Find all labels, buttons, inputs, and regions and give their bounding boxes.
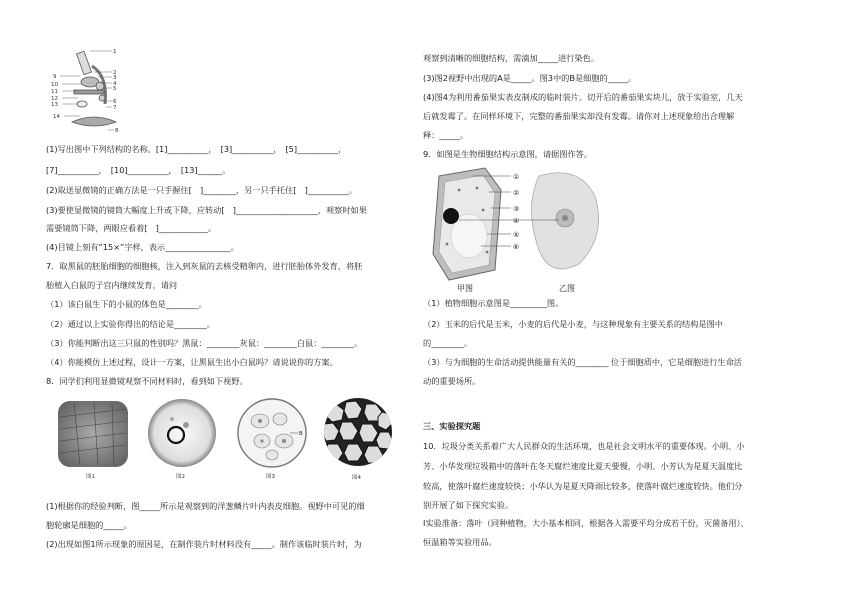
cell-label-6: ⑥ [513,243,520,251]
q10-line-1: 10．垃圾分类关系着广大人民群众的生活环境，也是社会文明水平的重要体现。小明、小 [423,441,745,451]
q6-line-1: (1)写出图中下列结构的名称。[1]__________， [3]__________， [5]__________， [46,144,347,154]
q6-line-2: [7]__________， [10]__________， [13]______。 [46,165,231,175]
q8-figure-3-marker-b: B [299,431,303,437]
q10-line-2: 芳、小华发现垃圾箱中的落叶在冬天腐烂速度比夏天要慢，小明、小芳认为是夏天温度比 [423,461,743,471]
q7-line-5: （3）你能判断出这三只鼠的性别吗？黑鼠：________灰鼠：________白鼠：________。 [46,338,363,348]
q8-line-1: (1)根据你的经验判断，图_____所示是观察到的洋葱鳞片叶内表皮细胞。视野中可见的细 [46,501,365,511]
q9-line-3: 的________。 [423,338,473,348]
microscope-label-11: 11 [51,89,58,95]
microscope-label-1: 1 [113,49,117,55]
q8-cont-line-3: (4)图4为利用番茄果实表皮制成的临时装片。切开后的番茄果实块儿，放于实验室，几天 [423,92,743,102]
q6-line-6: (4)目镜上刻有“15×”字样，表示________________。 [46,242,239,252]
microscope-label-3: 3 [113,75,117,81]
microscope-label-4: 4 [113,81,117,87]
q8-figure-3-caption: 图3 [266,474,275,480]
microscope-label-7: 7 [113,105,117,111]
cell-diagram [429,166,609,294]
q8-figure-4 [316,396,400,482]
cell-caption-jia: 甲图 [457,284,473,293]
q7-line-3: （1）该白鼠生下的小鼠的体色是________。 [46,299,207,309]
q8-figure-1-caption: 图1 [86,474,95,480]
q8-cont-line-1: 观察到清晰的细胞结构，需滴加_____进行染色。 [423,53,600,63]
q10-line-6: 恒温箱等实验用品。 [423,537,497,547]
q8-line-2: 胞轮廓是细胞的_____。 [46,520,132,530]
q8-intro: 8．同学们利用显微镜观察不同材料时，看到如下视野。 [46,376,248,386]
q9-intro: 9．如图是生物细胞结构示意图，请据图作答。 [423,149,592,159]
microscope-label-9: 9 [53,74,57,80]
q10-line-3: 较高，使落叶腐烂速度较快；小华认为是夏天降雨比较多，使落叶腐烂速度较快。他们分 [423,481,743,491]
q9-line-1: （1）植物细胞示意图是_________图。 [423,298,564,308]
microscope-label-10: 10 [51,82,58,88]
q8-cont-line-2: (3)图2视野中出现的A是_____。图3中的B是细胞的_____。 [423,73,637,83]
q9-line-5: 动的重要场所。 [423,376,481,386]
q7-line-1: 7．取黑鼠的胚胎细胞的细胞核，注入到灰鼠的去核受精卵内，进行胚胎体外发育，将胚 [46,261,363,271]
cell-caption-yi: 乙图 [559,284,575,293]
cell-label-3: ③ [513,205,520,213]
q7-line-4: （2）通过以上实验你得出的结论是________。 [46,319,215,329]
microscope-label-2: 2 [113,70,117,76]
microscope-label-6: 6 [113,99,117,105]
q7-line-2: 胎植入白鼠的子宫内继续发育，请问 [46,280,178,290]
q6-line-4: (3)要使显微镜的镜筒大幅度上升或下降，应转动[ ]____________________，观察时如果 [46,205,367,215]
microscope-label-5: 5 [113,86,117,92]
q9-line-2: （2）玉米的后代是玉米，小麦的后代是小麦，与这种现象有主要关系的结构是图中 [423,319,723,329]
q8-cont-line-4: 后就发霉了。在同样环境下，完整的番茄果实却没有发霉。请你对上述现象给出合理解 [423,111,735,121]
q8-cont-line-5: 释：_____。 [423,130,469,140]
microscope-label-12: 12 [51,96,58,102]
q8-line-3: (2)出现如图1所示现象的原因是，在制作装片时材料没有_____。制作该临时装片时，为 [46,539,362,549]
q9-line-4: （3）与为细胞的生命活动提供能量有关的________ 位于细胞质中，它是细胞进行生命活 [423,357,742,367]
microscope-label-13: 13 [51,102,58,108]
q10-line-4: 别开展了如下探究实验。 [423,500,514,510]
q8-figure-2-caption: 图2 [176,474,185,480]
cell-label-4: ④ [513,217,520,225]
cell-label-1: ① [513,173,520,181]
q8-figure-1 [54,397,132,481]
q8-figure-4-caption: 图4 [352,475,361,481]
q6-line-3: (2)取送显微镜的正确方法是一只手握住[ ]________，另一只手托住[ ]__________。 [46,185,357,195]
q8-figure-2 [142,397,222,481]
microscope-label-14: 14 [53,114,60,120]
section-3-title: 三、实验探究题 [423,421,481,431]
microscope-label-8: 8 [115,128,119,134]
microscope-figure [50,46,140,134]
cell-label-2: ② [513,189,520,197]
q10-line-5: Ⅰ实验准备：落叶（同种植物，大小基本相同，根据各人需要平均分成若干份，灭菌备用）、 [423,518,749,528]
q6-line-5: 需要镜筒下降，两眼应看着[ ]____________。 [46,223,217,233]
q8-figure-3 [232,397,312,481]
microscope-drawing [72,51,116,126]
q7-line-6: （4）你能模仿上述过程，设计一方案，让黑鼠生出小白鼠吗？请说说你的方案。 [46,357,338,367]
plant-cell-nucleus [443,208,459,224]
cell-label-5: ⑤ [513,231,520,239]
